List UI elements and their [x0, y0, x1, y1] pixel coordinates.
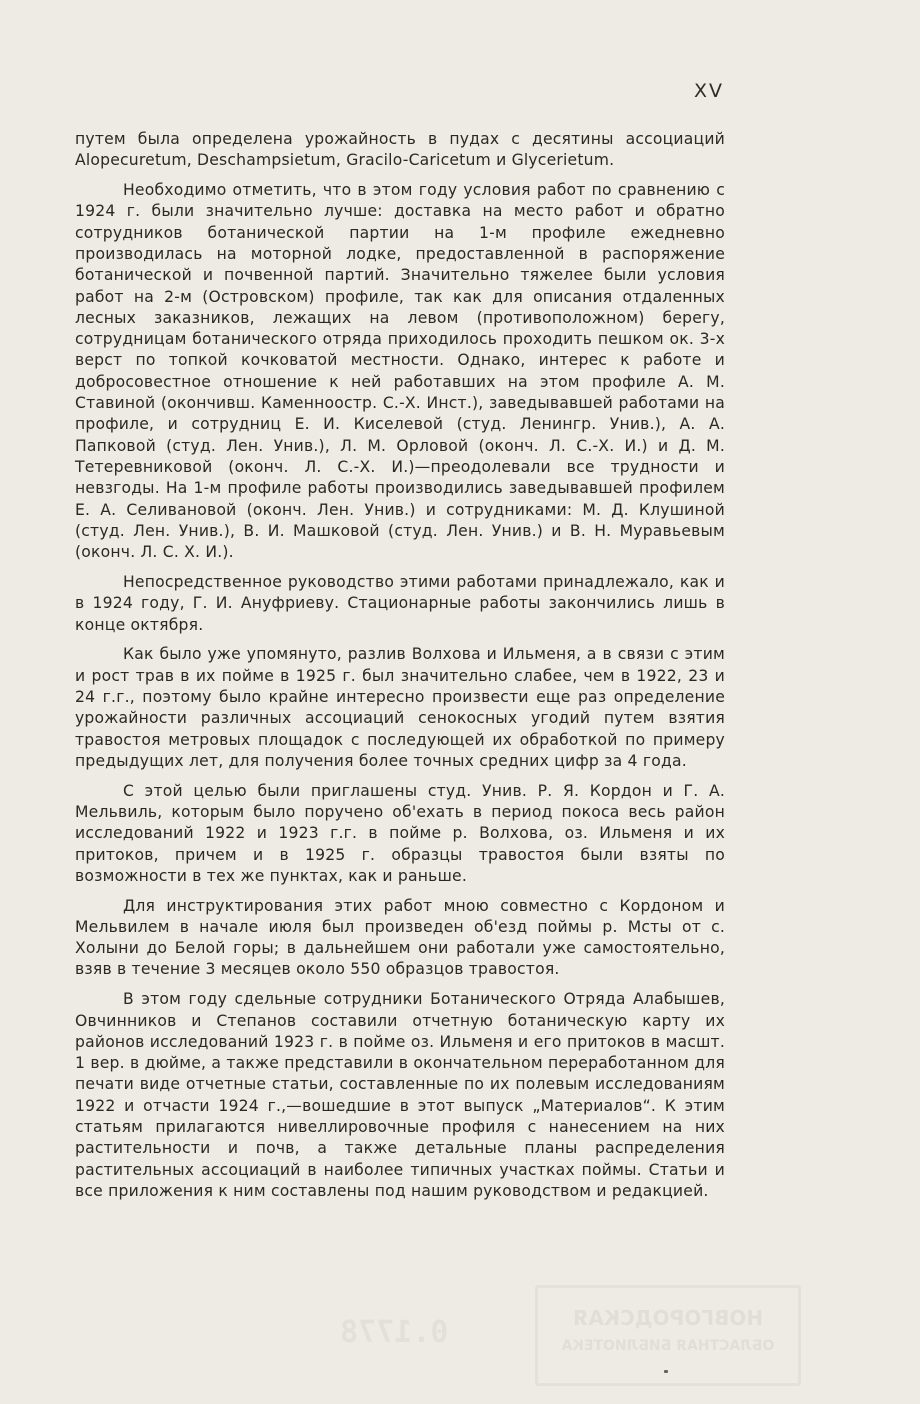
- paragraph-reports: В этом году сдельные сотрудники Ботанического Отряда Алабышев, Овчинников и Степанов составили отчетную ботаническую карту их районов исследований 1923 г. в пойме оз. Ильменя и его притоков в масшт. 1 вер. в дюйме, а также представили в окончательном переработанном для печати виде отчетные статьи, составленные по их полевым исследованиям 1922 и отчасти 1924 г.,—вошедшие в этот выпуск „Материалов“. К этим статьям прилагаются нивеллировочные профиля с нанесением на них растительности и почв, а также детальные планы распределения растительных ассоциаций в наиболее типичных участках поймы. Статьи и все приложения к ним составлены под нашим руководством и редакцией.: [75, 990, 725, 1200]
- body-text: [75, 129, 725, 1211]
- library-stamp: [535, 1285, 801, 1386]
- paragraph-yield-determination: Как было уже упомянуто, разлив Волхова и Ильменя, а в связи с этим и рост трав в их пойме в 1925 г. был значительно слабее, чем в 1922, 23 и 24 г.г., поэтому было крайне интересно произвести еще раз определение урожайности различных ассоциаций сенокосных угодий путем взятия травостоя метровых площадок с последующей их обработкой по примеру предыдущих лет, для получения более точных средних цифр за 4 года.: [75, 645, 725, 770]
- bleed-through-area: [320, 1285, 800, 1385]
- paragraph-invited-students: С этой целью были приглашены студ. Унив. Р. Я. Кордон и Г. А. Мельвиль, которым было поручено об'ехать в период покоса весь район исследований 1922 и 1923 г.г. в пойме р. Волхова, оз. Ильменя и их притоков, причем и в 1925 г. образцы травостоя были взяты по возможности в тех же пунктах, как и раньше.: [75, 781, 725, 885]
- paragraph-continuation: путем была определена урожайность в пудах с десятины ассоциаций Alopecuretum, Deschampsietum, Gracilo-Caricetum и Glycerietum.: [75, 130, 725, 170]
- paragraph-work-conditions: Необходимо отметить, что в этом году условия работ по сравнению с 1924 г. были значительно лучше: доставка на место работ и обратно сотрудников ботанической партии на 1-м профиле ежедневно производилась на моторной лодке, предоставленной в распоряжение ботанической и почвенной партий. Значительно тяжелее были условия работ на 2-м (Островском) профиле, так как для описания отдаленных лесных заказников, лежащих на левом (противоположном) берегу, сотрудницам ботанического отряда приходилось проходить пешком ок. 3-х верст по топкой кочковатой местности. Однако, интерес к работе и добросовестное отношение к ней работавших на этом профиле А. М. Ставиной (окончивш. Каменноостр. С.-Х. Инст.), заведывавшей работами на профиле, и сотрудниц Е. И. Киселевой (студ. Ленингр. Унив.), А. А. Папковой (студ. Лен. Унив.), Л. М. Орловой (оконч. Л. С.-Х. И.) и Д. М. Тетеревниковой (оконч. Л. С.-Х. И.)—преодолевали все трудности и невзгоды. На 1-м профиле работы производились заведывавшей профилем Е. А. Селивановой (оконч. Лен. Унив.) и сотрудниками: М. Д. Клушиной (студ. Лен. Унив.), В. И. Машковой (студ. Лен. Унив.) и В. Н. Муравьевым (оконч. Л. С. Х. И.).: [75, 181, 725, 562]
- bleed-through-number: 0.1778: [340, 1315, 449, 1350]
- paragraph-supervision: Непосредственное руководство этими работами принадлежало, как и в 1924 году, Г. И. Ануфриеву. Стационарные работы закончились лишь в конце октября.: [75, 572, 725, 634]
- ink-speck: [664, 1370, 668, 1373]
- page-number: XV: [693, 80, 724, 102]
- stamp-line-2: ОБЛАСТНАЯ БИБЛИОТЕКА: [561, 1338, 775, 1354]
- stamp-line-1: НОВГОРОДСКАЯ: [572, 1306, 764, 1330]
- paragraph-instruction: Для инструктирования этих работ мною совместно с Кордоном и Мельвилем в начале июля был произведен об'езд поймы р. Мсты от с. Холыни до Белой горы; в дальнейшем они работали уже самостоятельно, взяв в течение 3 месяцев около 550 образцов травостоя.: [75, 896, 725, 979]
